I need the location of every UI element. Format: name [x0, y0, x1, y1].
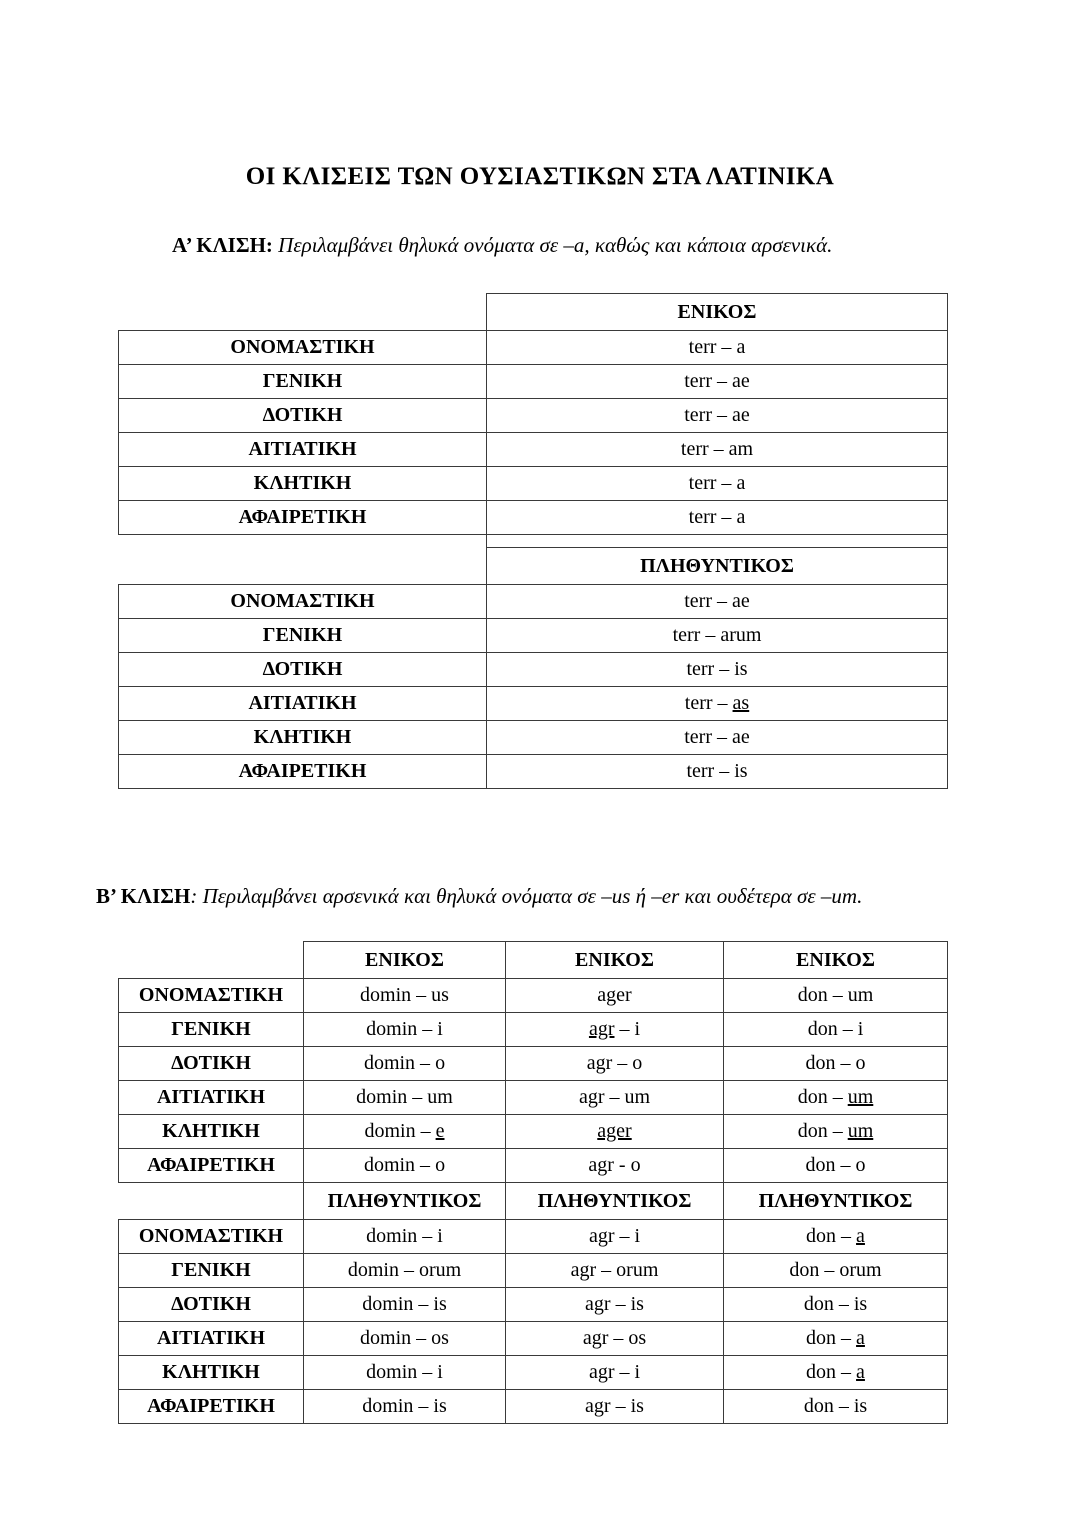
table-row	[119, 331, 948, 365]
second-declension-table	[118, 941, 948, 1424]
form-cell	[304, 1149, 506, 1183]
plural-header-cell: ΠΛΗΘΥΝΤΙΚΟΣ	[724, 1183, 948, 1220]
form-stem: terr –	[686, 760, 735, 782]
form-ending: e	[435, 1120, 445, 1142]
form-cell	[487, 399, 948, 433]
form-ending: o	[632, 1052, 643, 1074]
form-cell	[487, 365, 948, 399]
form-stem: terr –	[688, 506, 737, 528]
form-ending: ae	[732, 370, 750, 392]
form-stem: agr	[588, 1018, 615, 1040]
plural-header-cell: ΠΛΗΘΥΝΤΙΚΟΣ	[304, 1183, 506, 1220]
form-ending: um	[847, 984, 874, 1006]
form-ending: is	[630, 1395, 644, 1417]
form-ending: um	[624, 1086, 651, 1108]
form-stem: don –	[805, 1052, 856, 1074]
table-row	[119, 365, 948, 399]
form-cell	[724, 1013, 948, 1047]
form-stem: domin –	[364, 1120, 436, 1142]
case-label-cell: ΑΦΑΙΡΕΤΙΚΗ	[119, 1390, 304, 1424]
form-stem: don –	[803, 1395, 854, 1417]
form-ending: a	[856, 1327, 865, 1349]
form-cell	[487, 619, 948, 653]
form-ending: i	[634, 1225, 641, 1247]
form-ending: is	[433, 1293, 447, 1315]
form-ending: o	[630, 1154, 641, 1176]
form-stem: domin –	[363, 1154, 436, 1176]
form-cell	[724, 979, 948, 1013]
form-cell	[724, 1220, 948, 1254]
form-stem: agr –	[578, 1086, 625, 1108]
case-label-cell: ΟΝΟΜΑΣΤΙΚΗ	[119, 979, 304, 1013]
form-ending: a	[736, 336, 746, 358]
form-stem: domin –	[360, 984, 432, 1006]
table-row	[119, 721, 948, 755]
form-cell	[506, 1013, 724, 1047]
singular-header-cell: ΕΝΙΚΟΣ	[487, 294, 948, 331]
form-stem: domin –	[366, 1225, 438, 1247]
form-stem: don –	[803, 1293, 854, 1315]
form-ending: is	[734, 760, 748, 782]
second-declension-intro	[96, 884, 862, 909]
form-cell	[304, 979, 506, 1013]
form-stem: agr –	[588, 1225, 635, 1247]
form-ending: is	[853, 1293, 868, 1315]
form-stem: terr –	[684, 590, 732, 612]
case-label-cell: ΑΙΤΙΑΤΙΚΗ	[119, 433, 487, 467]
form-ending: os	[628, 1327, 647, 1349]
form-stem: don –	[806, 1327, 857, 1349]
case-label-cell: ΓΕΝΙΚΗ	[119, 365, 487, 399]
case-label-cell: ΑΙΤΙΑΤΙΚΗ	[119, 687, 487, 721]
form-cell	[506, 1081, 724, 1115]
blank-stub-cell	[119, 548, 487, 585]
form-cell	[506, 1220, 724, 1254]
form-stem: domin –	[362, 1395, 434, 1417]
table-row	[119, 294, 948, 331]
form-cell	[506, 1322, 724, 1356]
form-cell	[487, 433, 948, 467]
first-declension-table	[118, 293, 948, 789]
form-stem: domin –	[363, 1052, 436, 1074]
first-declension-tbody	[119, 294, 948, 789]
form-ending: ae	[732, 590, 750, 612]
form-stem: agr –	[585, 1293, 631, 1315]
form-cell	[724, 1322, 948, 1356]
form-cell	[487, 653, 948, 687]
form-cell	[724, 1047, 948, 1081]
form-cell	[487, 721, 948, 755]
form-ending: orum	[616, 1259, 659, 1281]
form-ending: is	[734, 658, 748, 680]
form-cell	[304, 1220, 506, 1254]
form-stem: domin –	[366, 1361, 438, 1383]
case-label-cell: ΓΕΝΙΚΗ	[119, 1254, 304, 1288]
plural-header-cell: ΠΛΗΘΥΝΤΙΚΟΣ	[487, 548, 948, 585]
singular-header-cell: ΕΝΙΚΟΣ	[724, 942, 948, 979]
form-ending: as	[732, 692, 750, 714]
blank-stub-cell	[119, 942, 304, 979]
form-cell	[304, 1254, 506, 1288]
table-row	[119, 1220, 948, 1254]
form-ending: i	[437, 1018, 443, 1040]
form-stem: domin –	[347, 1259, 419, 1281]
case-label-cell: ΑΦΑΙΡΕΤΙΚΗ	[119, 501, 487, 535]
table-row	[119, 1115, 948, 1149]
case-label-cell: ΚΛΗΤΙΚΗ	[119, 1115, 304, 1149]
form-ending: ager	[597, 1120, 632, 1142]
form-cell	[506, 979, 724, 1013]
form-cell	[506, 1390, 724, 1424]
form-cell	[304, 1288, 506, 1322]
form-ending: us	[431, 984, 449, 1006]
form-ending: is	[433, 1395, 447, 1417]
form-stem: terr –	[688, 336, 737, 358]
case-label-cell: ΑΙΤΙΑΤΙΚΗ	[119, 1322, 304, 1356]
form-cell	[304, 1390, 506, 1424]
case-label-cell: ΟΝΟΜΑΣΤΙΚΗ	[119, 1220, 304, 1254]
form-cell	[724, 1149, 948, 1183]
form-cell	[724, 1390, 948, 1424]
case-label-cell: ΚΛΗΤΙΚΗ	[119, 467, 487, 501]
form-cell	[304, 1322, 506, 1356]
blank-stub-cell	[119, 294, 487, 331]
form-stem: don –	[805, 1154, 856, 1176]
form-stem: don –	[797, 1086, 848, 1108]
table-row	[119, 1047, 948, 1081]
form-stem: agr –	[588, 1361, 635, 1383]
form-ending: a	[736, 472, 746, 494]
case-label-cell: ΔΟΤΙΚΗ	[119, 1047, 304, 1081]
case-label-cell: ΟΝΟΜΑΣΤΙΚΗ	[119, 331, 487, 365]
case-label-cell: ΑΙΤΙΑΤΙΚΗ	[119, 1081, 304, 1115]
table-row	[119, 653, 948, 687]
form-cell	[506, 1356, 724, 1390]
gap-cell	[119, 535, 487, 548]
table-row	[119, 755, 948, 789]
form-stem: terr –	[680, 438, 729, 460]
form-ending: orum	[418, 1259, 462, 1281]
block-gap-row	[119, 535, 948, 548]
table-row	[119, 501, 948, 535]
form-stem: agr –	[585, 1395, 631, 1417]
first-declension-description: Περιλαμβάνει θηλυκά ονόματα σε –a, καθώς και κάποια αρσενικά.	[272, 233, 833, 257]
form-stem: domin –	[362, 1293, 434, 1315]
form-ending: o	[435, 1052, 446, 1074]
form-cell	[506, 1288, 724, 1322]
table-row	[119, 1183, 948, 1220]
form-stem: domin –	[360, 1327, 432, 1349]
singular-header-cell: ΕΝΙΚΟΣ	[304, 942, 506, 979]
form-cell	[487, 501, 948, 535]
form-cell	[506, 1047, 724, 1081]
form-ending: ager	[597, 984, 632, 1006]
blank-stub-cell	[119, 1183, 304, 1220]
case-label-cell: ΚΛΗΤΙΚΗ	[119, 1356, 304, 1390]
form-ending: um	[847, 1086, 874, 1108]
case-label-cell: ΔΟΤΙΚΗ	[119, 399, 487, 433]
form-stem: don –	[806, 1225, 857, 1247]
table-row	[119, 1322, 948, 1356]
form-cell	[506, 1254, 724, 1288]
form-stem: don –	[806, 1361, 857, 1383]
table-row	[119, 585, 948, 619]
form-stem: don –	[797, 1120, 848, 1142]
table-row	[119, 619, 948, 653]
form-cell	[304, 1115, 506, 1149]
form-ending: o	[855, 1052, 866, 1074]
form-stem: agr –	[582, 1327, 629, 1349]
form-ending: is	[853, 1395, 868, 1417]
form-ending: um	[427, 1086, 453, 1108]
case-label-cell: ΑΦΑΙΡΕΤΙΚΗ	[119, 755, 487, 789]
second-declension-description: : Περιλαμβάνει αρσενικά και θηλυκά ονόματα σε –us ή –er και ουδέτερα σε –um.	[190, 884, 863, 908]
table-row	[119, 979, 948, 1013]
gap-cell	[487, 535, 948, 548]
form-stem: agr -	[588, 1154, 631, 1176]
form-cell	[487, 331, 948, 365]
form-ending: am	[728, 438, 754, 460]
form-stem: domin –	[356, 1086, 428, 1108]
table-row	[119, 433, 948, 467]
table-row	[119, 1081, 948, 1115]
form-cell	[724, 1288, 948, 1322]
form-stem: agr –	[570, 1259, 617, 1281]
case-label-cell: ΔΟΤΙΚΗ	[119, 1288, 304, 1322]
table-row	[119, 467, 948, 501]
form-stem: terr –	[684, 404, 732, 426]
form-stem: terr –	[672, 624, 721, 646]
page-title: ΟΙ ΚΛΙΣΕΙΣ ΤΩΝ ΟΥΣΙΑΣΤΙΚΩΝ ΣΤΑ ΛΑΤΙΝΙΚΑ	[245, 163, 835, 190]
form-ending: is	[630, 1293, 644, 1315]
form-stem: terr –	[684, 370, 732, 392]
table-row	[119, 399, 948, 433]
form-ending: i	[857, 1018, 864, 1040]
case-label-cell: ΓΕΝΙΚΗ	[119, 1013, 304, 1047]
case-label-cell: ΑΦΑΙΡΕΤΙΚΗ	[119, 1149, 304, 1183]
form-cell	[487, 687, 948, 721]
case-label-cell: ΔΟΤΙΚΗ	[119, 653, 487, 687]
case-label-cell: ΚΛΗΤΙΚΗ	[119, 721, 487, 755]
form-cell	[304, 1356, 506, 1390]
case-label-cell: ΟΝΟΜΑΣΤΙΚΗ	[119, 585, 487, 619]
form-cell	[506, 1149, 724, 1183]
form-cell	[724, 1081, 948, 1115]
form-cell	[724, 1115, 948, 1149]
form-ending: o	[855, 1154, 866, 1176]
form-cell	[304, 1047, 506, 1081]
first-declension-intro	[172, 233, 832, 258]
table-row	[119, 687, 948, 721]
form-ending: a	[856, 1225, 865, 1247]
form-ending: orum	[839, 1259, 882, 1281]
form-cell	[304, 1081, 506, 1115]
case-label-cell: ΓΕΝΙΚΗ	[119, 619, 487, 653]
form-cell	[724, 1254, 948, 1288]
table-row	[119, 1390, 948, 1424]
singular-header-cell: ΕΝΙΚΟΣ	[506, 942, 724, 979]
form-stem: terr –	[684, 692, 733, 714]
table-row	[119, 1288, 948, 1322]
form-stem: domin –	[366, 1018, 438, 1040]
form-ending: os	[431, 1327, 449, 1349]
form-ending: o	[435, 1154, 446, 1176]
form-cell	[724, 1356, 948, 1390]
form-ending: um	[847, 1120, 874, 1142]
form-ending: i	[634, 1361, 641, 1383]
first-declension-label: Α’ ΚΛΙΣΗ:	[172, 233, 273, 257]
form-cell	[487, 467, 948, 501]
form-cell	[487, 585, 948, 619]
form-ending: arum	[720, 624, 762, 646]
form-ending: ae	[732, 404, 750, 426]
form-stem: terr –	[684, 726, 732, 748]
plural-header-cell: ΠΛΗΘΥΝΤΙΚΟΣ	[506, 1183, 724, 1220]
form-stem: terr –	[686, 658, 735, 680]
form-stem: don –	[807, 1018, 858, 1040]
second-declension-tbody	[119, 942, 948, 1424]
form-cell	[487, 755, 948, 789]
second-declension-label: Β’ ΚΛΙΣΗ	[96, 884, 191, 908]
form-ending: a	[856, 1361, 865, 1383]
form-cell	[304, 1013, 506, 1047]
form-stem: don –	[797, 984, 848, 1006]
table-row	[119, 548, 948, 585]
form-ending: – i	[614, 1018, 641, 1040]
table-row	[119, 1254, 948, 1288]
table-row	[119, 942, 948, 979]
form-stem: don –	[789, 1259, 840, 1281]
form-ending: a	[736, 506, 746, 528]
form-ending: ae	[732, 726, 750, 748]
form-ending: i	[437, 1225, 443, 1247]
form-ending: i	[437, 1361, 443, 1383]
form-stem: agr –	[586, 1052, 633, 1074]
table-row	[119, 1149, 948, 1183]
form-cell	[506, 1115, 724, 1149]
form-stem: terr –	[688, 472, 737, 494]
table-row	[119, 1013, 948, 1047]
table-row	[119, 1356, 948, 1390]
